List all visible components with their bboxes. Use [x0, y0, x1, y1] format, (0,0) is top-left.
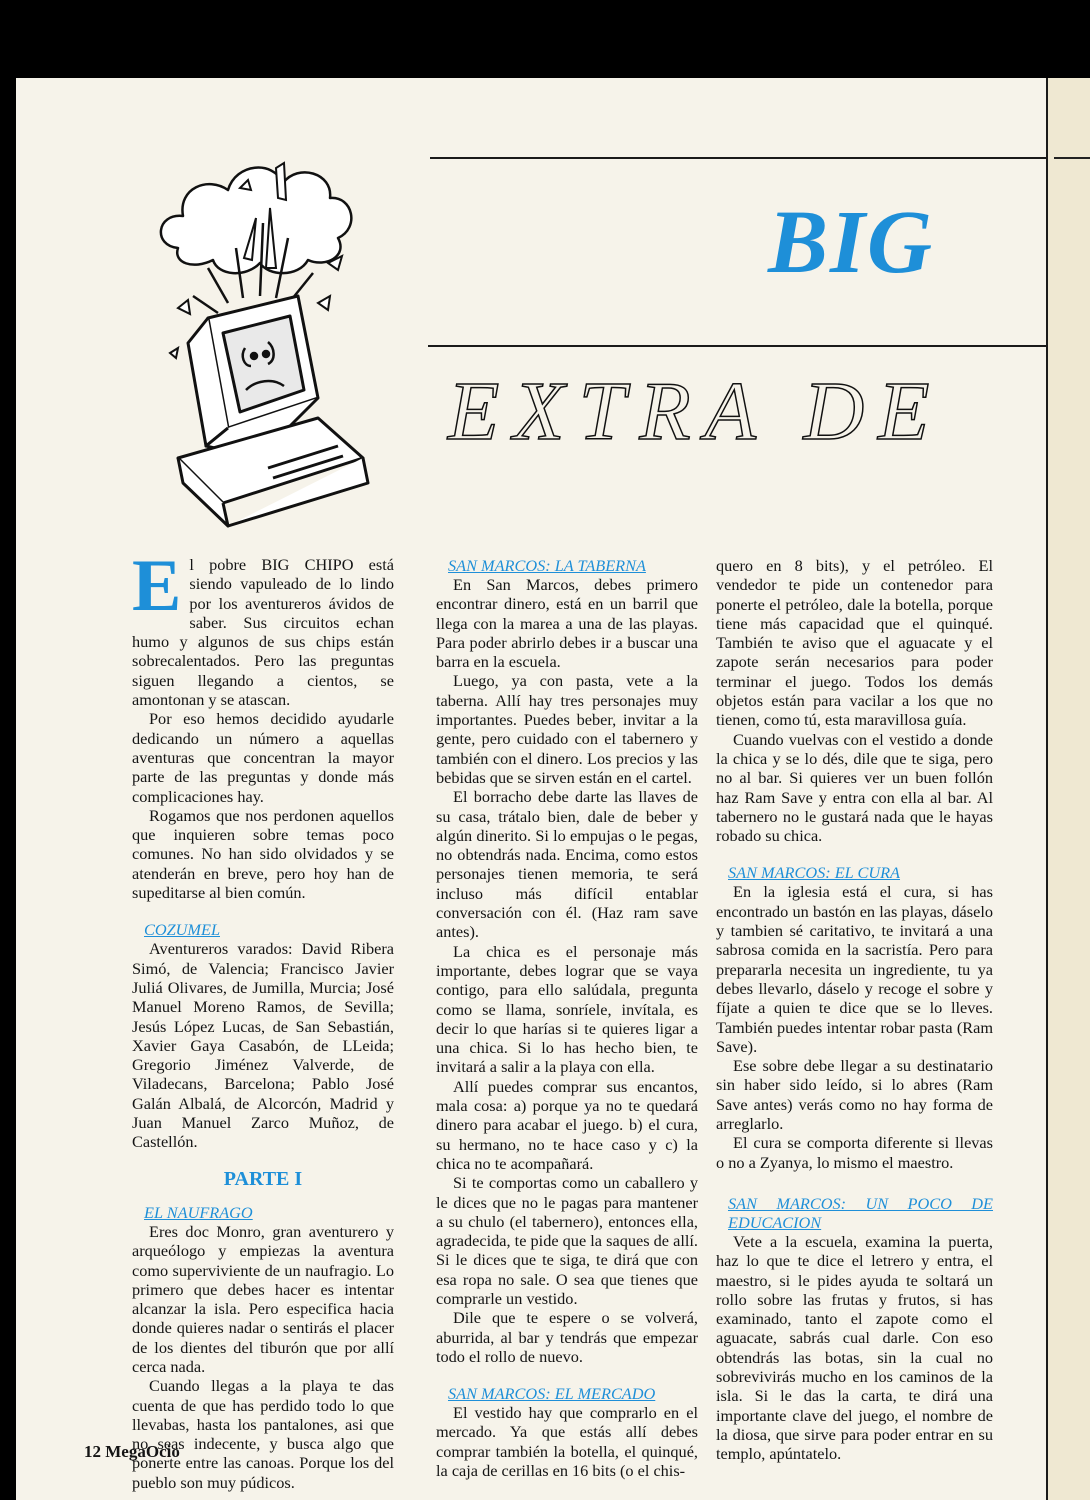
title-rule-top [430, 157, 1046, 159]
section-heading-taberna: SAN MARCOS: LA TABERNA [448, 556, 646, 575]
paragraph: La chica es el personaje más importante, debes lograr que se vaya contigo, para ello salúdala, pregunta como se llama, sonríele, invítala, es decir lo que harías si te quieres ligar a una chica. Si lo has hecho bien, te invitará a salir a la playa con ella. [436, 941, 698, 1077]
paragraph: El cura se comporta diferente si llevas o no a Zyanya, lo mismo el maestro. [716, 1133, 993, 1172]
paragraph: Vete a la escuela, examina la puerta, haz lo que te dice el letrero y entra, el maestro, si le pides ayuda te soltará un rollo sobre las frutas y frutos, si has examinado, tanto el zapote como el aguacate, sabrás cual darle. Con eso obtendrás las botas, sin la cual no sobrevivirás mucho en los caminos de la isla. Si le das la carta, te dirá una importante clave del juego, el nombre de la diosa, que sirve para poder entrar en su templo, apúntatelo. [716, 1231, 993, 1464]
page-folio: 12 MegaOcio [84, 1442, 180, 1461]
facing-page-edge [1046, 78, 1090, 1500]
paragraph: Allí puedes comprar sus encantos, mala cosa: a) porque ya no te quedará dinero para acabar el juego. b) el cura, su hermano, no te hace caso y c) la chica no te acompañará. [436, 1076, 698, 1173]
paragraph: Rogamos que nos perdonen aquellos que inquieren sobre temas poco comunes. No han sido olvidados y se atenderán en breve, pero hoy han de supeditarse al bien común. [132, 805, 394, 903]
drop-cap: E [132, 545, 182, 627]
title-extra-de: EXTRA DE [448, 365, 944, 458]
section-heading-cura: SAN MARCOS: EL CURA [728, 863, 901, 883]
paragraph: El borracho debe darte las llaves de su casa, trátalo bien, dale de beber y algún dinerito. Si lo empujas o le pegas, no obtendrás nada. Encima, como estos personajes tienen memoria, te será incluso más difícil entablar conversación con él. (Haz ram save antes). [436, 787, 698, 942]
paragraph: Por eso hemos decidido ayudarle dedicando un número a aquellas aventuras que concentran la mayor parte de las preguntas y donde más complicaciones hay. [132, 709, 394, 806]
title-rule-bottom [428, 345, 1046, 347]
paragraph: En San Marcos, debes primero encontrar dinero, está en un barril que llega con la marea a una de las playas. Para poder abrirlo debes ir a buscar una barra en la escuela. [436, 575, 698, 672]
paragraph: Si te comportas como un caballero y le dices que no le pagas para mantener a su chulo (el tabernero), entonces ella, agradecida, te pide que la saques de allí. Si le dices que te siga, te dirá que con esa ropa no sale. O sea que tienes que comprarle un vestido. [436, 1173, 698, 1308]
paragraph: Luego, ya con pasta, vete a la taberna. Allí hay tres personajes muy importantes. Puedes beber, invitar a la gente, pero cuidado con el tabernero y también con el dinero. Los precios y las bebidas que se sirven están en el cartel. [436, 671, 698, 787]
column-1 [132, 545, 394, 1492]
section-heading-naufrago: EL NAUFRAGO [144, 1202, 253, 1222]
paragraph: quero en 8 bits), y el petróleo. El vendedor te pide un contenedor para ponerte el petróleo, dale la botella, porque tiene más capacidad que el quinqué. También te aviso que el aguacate y el zapote serán necesarios para poder terminar el juego. Todos los demás objetos están para vacilar a los que no tienen, como tú, esta maravillosa guía. [716, 556, 993, 730]
intro-paragraph [132, 545, 394, 710]
section-heading-mercado: SAN MARCOS: EL MERCADO [448, 1384, 656, 1404]
facing-page-rule [1054, 157, 1090, 159]
paragraph: El vestido hay que comprarlo en el mercado. Ya que estás allí debes comprar también la botella, el quinqué, la caja de cerillas en 16 bits (o el chis- [436, 1403, 698, 1481]
paragraph: Cuando vuelvas con el vestido a donde la chica y se lo dés, dile que te siga, pero no al bar. Si quieres ver un buen follón haz Ram Save y entra con ella al bar. Al tabernero no le gustará nada que le hayas robado su chica. [716, 729, 993, 846]
column-3 [716, 556, 993, 1463]
column-2 [436, 556, 698, 1480]
title-big: BIG [768, 193, 935, 292]
paragraph: Eres doc Monro, gran aventurero y arqueólogo y empiezas la aventura como superviviente de un naufragio. Lo primero que debes hacer es intentar alcanzar la isla. Pero especifica hacia donde quieres nadar o sentirás el placer de los dientes del tiburón que por allí cerca nada. [132, 1221, 394, 1376]
intro-text: l pobre BIG CHIPO está siendo vapuleado de lo lindo por los aventureros ávidos de saber. Sus circuitos echan humo y algunos de sus chips están sobrecalentados. Pero las preguntas siguen llegando a cientos, se amontonan y se atascan. [132, 555, 394, 710]
section-heading-parte-i: PARTE I [223, 1167, 303, 1190]
magazine-page [16, 78, 1046, 1500]
paragraph: Cuando llegas a la playa te das cuenta de que has perdido todo lo que llevabas, hasta los pantalones, asi que no seas indecente, y busca algo que ponerte entre las canoas. Porque los del pueblo son muy púdicos. [132, 1376, 394, 1492]
paragraph: Aventureros varados: David Ribera Simó, de Valencia; Francisco Javier Juliá Olivares, de Jumilla, Murcia; José Manuel Moreno Ramos, de Sevilla; Jesús López Lucas, de San Sebastián, Xavier Gaya Casabón, de LLeida; Gregorio Jiménez Valverde, de Viladecans, Barcelona; Pablo José Galán Albalá, de Alcorcón, Madrid y Juan Manuel Zarco Muñoz, de Castellón. [132, 939, 394, 1152]
paragraph: Dile que te espere o se volverá, aburrida, al bar y tendrás que empezar todo el rollo de nuevo. [436, 1308, 698, 1366]
paragraph: Ese sobre debe llegar a su destinatario sin haber sido leído, si lo abres (Ram Save antes) verás como no hay forma de arreglarlo. [716, 1056, 993, 1134]
section-heading-cozumel: COZUMEL [144, 920, 220, 940]
paragraph: En la iglesia está el cura, si has encontrado un bastón en las playas, dáselo y tambien sé caritativo, te invitará a una sabrosa comida en la sacristía. Pero para prepararla necesita un ingrediente, tu ya debes llevarlo, dáselo y recoge el sobre y fíjate a quien te dice que se lo lleves. También puedes intentar robar pasta (Ram Save). [716, 882, 993, 1056]
exploding-computer-illustration [148, 128, 408, 528]
section-heading-educacion: SAN MARCOS: UN POCO DE EDUCACION [728, 1193, 993, 1232]
